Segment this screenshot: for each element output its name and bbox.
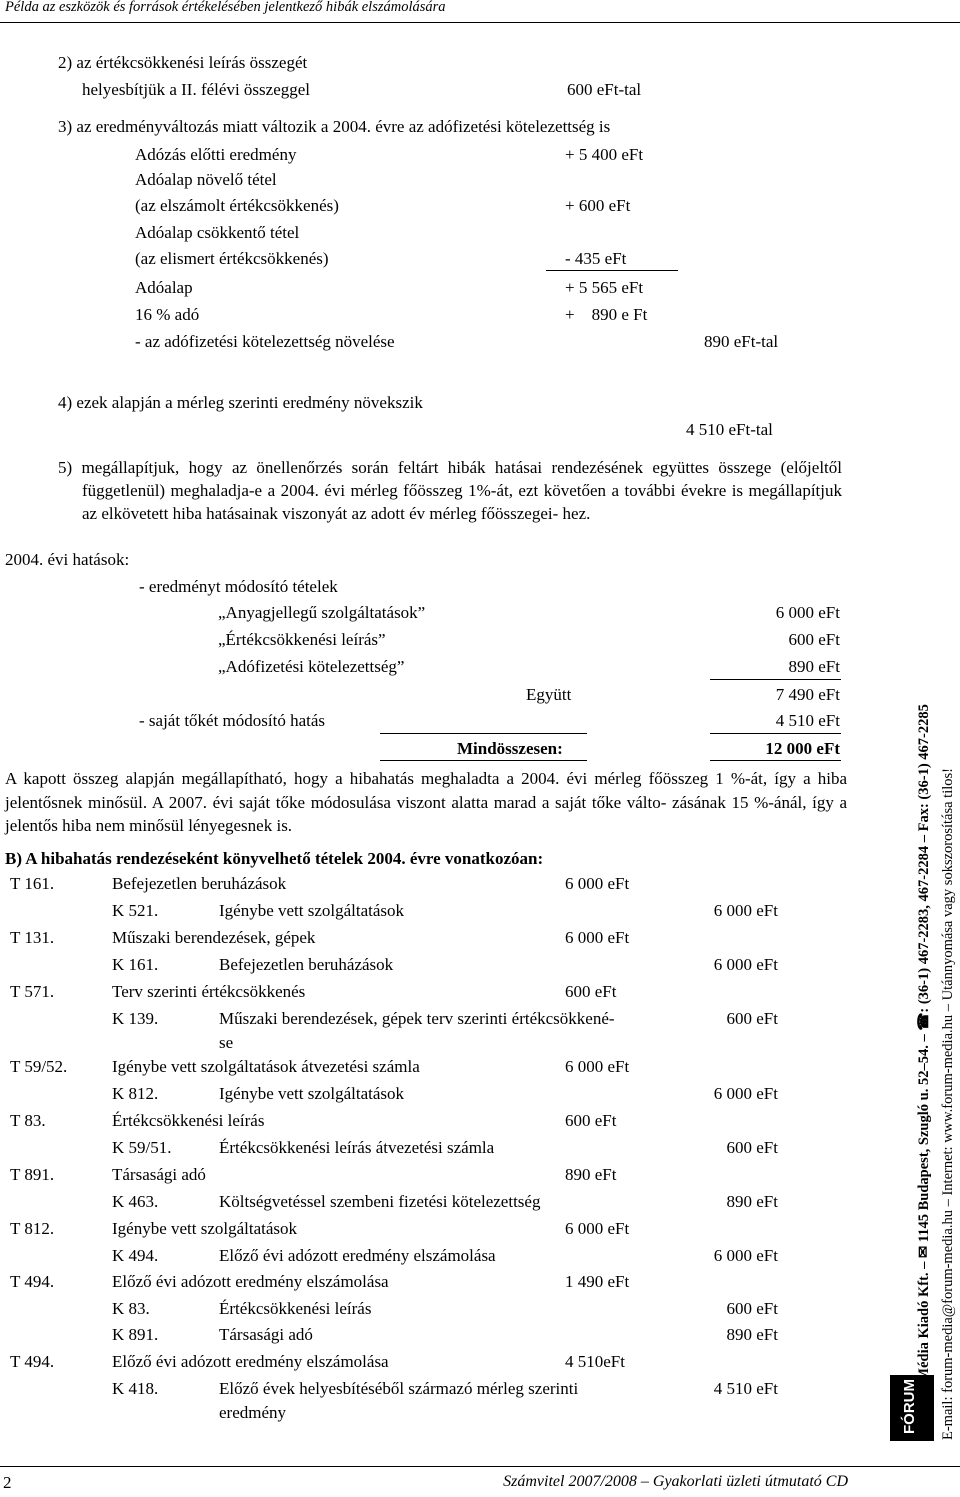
own-equity-value: 4 510 eFt — [775, 711, 840, 730]
ledger-credit-code: K 463. — [112, 1192, 159, 1211]
item-4-value: 4 510 eFt-tal — [686, 420, 773, 439]
effects-title: 2004. évi hatások: — [5, 550, 130, 569]
grand-total-value: 12 000 eFt — [765, 739, 840, 758]
calc-subtotal-rule — [546, 270, 678, 271]
ledger-credit-value: 600 eFt — [726, 1299, 778, 1318]
ledger-credit-desc: Befejezetlen beruházások — [219, 955, 394, 974]
calc-value-6: + 890 e Ft — [565, 305, 648, 324]
ledger-debit-desc: Igénybe vett szolgáltatások átvezetési számla — [112, 1057, 420, 1076]
ledger-credit-value: 4 510 eFt — [713, 1379, 778, 1398]
ledger-debit-value: 1 490 eFt — [565, 1272, 630, 1291]
ledger-credit-code: K 521. — [112, 901, 159, 920]
ledger-debit-code: T 59/52. — [10, 1057, 68, 1076]
effect-value-2: 890 eFt — [788, 657, 840, 676]
effects-rule-1 — [710, 679, 841, 680]
ledger-debit-value: 6 000 eFt — [565, 874, 630, 893]
ledger-debit-code: T 812. — [10, 1219, 55, 1238]
effect-label-2: „Adófizetési kötelezettség” — [218, 657, 405, 676]
ledger-credit-value: 600 eFt — [726, 1009, 778, 1028]
calc-label-7: - az adófizetési kötelezettség növelése — [135, 332, 395, 351]
ledger-credit-value: 6 000 eFt — [713, 1246, 778, 1265]
ledger-debit-value: 4 510eFt — [565, 1352, 625, 1371]
own-equity-label: - saját tőkét módosító hatás — [139, 711, 326, 730]
item-2-value: 600 eFt-tal — [567, 80, 642, 99]
effects-rule-2a — [380, 733, 587, 734]
calc-label-5: Adóalap — [135, 278, 193, 297]
effect-value-1: 600 eFt — [788, 630, 840, 649]
ledger-debit-desc: Befejezetlen beruházások — [112, 874, 287, 893]
conclusion-paragraph: A kapott összeg alapján megállapítható, hogy a hibahatás meghaladta a 2004. évi mérleg főösszeg 1 %-át, így a hiba jelentősnek minősül. A 2007. évi saját tőke módosulása viszont alatta marad a saját tőke válto- zásának 15 %-ánál, így a jelentős hiba nem minősül lényegesnek is. — [5, 769, 847, 835]
calc-label-3: Adóalap csökkentő tétel — [135, 223, 300, 242]
ledger-credit-desc: Igénybe vett szolgáltatások — [219, 901, 405, 920]
footer-title: Számvitel 2007/2008 – Gyakorlati üzleti útmutató CD — [503, 1473, 848, 1490]
ledger-credit-value: 6 000 eFt — [713, 901, 778, 920]
ledger-debit-desc: Előző évi adózott eredmény elszámolása — [112, 1352, 389, 1371]
calc-value-5: + 5 565 eFt — [565, 278, 644, 297]
page-header: Példa az eszközök és források értékelésében jelentkező hibák elszámolására — [5, 0, 446, 15]
ledger-credit-desc: Igénybe vett szolgáltatások — [219, 1084, 405, 1103]
ledger-credit-code: K 139. — [112, 1009, 159, 1028]
calc-label-6: 16 % adó — [135, 305, 200, 324]
ledger-credit-code: K 494. — [112, 1246, 159, 1265]
ledger-debit-code: T 494. — [10, 1272, 55, 1291]
calc-value-2: + 600 eFt — [565, 196, 631, 215]
ledger-credit-desc-cont: eredmény — [219, 1403, 287, 1422]
ledger-credit-desc-cont: se — [219, 1033, 234, 1052]
together-value: 7 490 eFt — [775, 685, 840, 704]
ledger-debit-value: 6 000 eFt — [565, 1219, 630, 1238]
header-rule — [0, 22, 960, 23]
ledger-credit-value: 890 eFt — [726, 1192, 778, 1211]
calc-label-0: Adózás előtti eredmény — [135, 145, 297, 164]
item-3: 3) az eredményváltozás miatt változik a 2004. évre az adófizetési kötelezettség is — [58, 117, 611, 136]
calc-label-1: Adóalap növelő tétel — [135, 170, 277, 189]
ledger-debit-code: T 161. — [10, 874, 55, 893]
ledger-credit-value: 6 000 eFt — [713, 955, 778, 974]
ledger-debit-desc: Előző évi adózott eredmény elszámolása — [112, 1272, 389, 1291]
item-5-text: 5) megállapítjuk, hogy az önellenőrzés során feltárt hibák hatásai rendezésének együttes összege (előjeltől függetlenül) meghaladja-e a 2004. évi mérleg főösszeg 1%-át, ezt követően a további évekre is megállapítjuk az elkövetett hiba hatásainak viszonyát az adott év mérleg főösszegei- hez. — [58, 458, 842, 523]
ledger-debit-code: T 131. — [10, 928, 55, 947]
calc-value-0: + 5 400 eFt — [565, 145, 644, 164]
ledger-credit-desc: Költségvetéssel szembeni fizetési kötelezettség — [219, 1192, 541, 1211]
ledger-credit-code: K 59/51. — [112, 1138, 172, 1157]
ledger-debit-value: 6 000 eFt — [565, 928, 630, 947]
effects-rule-3a — [380, 760, 587, 761]
item-2-line1: 2) az értékcsökkenési leírás összegét — [58, 53, 308, 72]
together-label: Együtt — [526, 685, 572, 704]
effects-rule-3b — [710, 760, 841, 761]
ledger-credit-value: 890 eFt — [726, 1325, 778, 1344]
ledger-credit-code: K 812. — [112, 1084, 159, 1103]
ledger-credit-code: K 83. — [112, 1299, 150, 1318]
calc-label-4: (az elismert értékcsökkenés) — [135, 249, 329, 268]
ledger-credit-desc: Műszaki berendezések, gépek terv szerinti értékcsökkené- — [219, 1009, 615, 1028]
ledger-credit-desc: Értékcsökkenési leírás — [219, 1299, 372, 1318]
ledger-credit-value: 6 000 eFt — [713, 1084, 778, 1103]
ledger-debit-desc: Értékcsökkenési leírás — [112, 1111, 265, 1130]
effect-value-0: 6 000 eFt — [775, 603, 840, 622]
calc-value-4: - 435 eFt — [565, 249, 627, 268]
sidebar-line-1: FÓRUM Média Kiadó Kft. – ✉ 1145 Budapest, Szugló u. 52–54. – ☎: (36-1) 467-2283, 467-2284 – Fax: (36-1) 467-2285 — [916, 704, 932, 1440]
ledger-credit-code: K 161. — [112, 955, 159, 974]
ledger-debit-code: T 494. — [10, 1352, 55, 1371]
grand-total-label: Mindösszesen: — [457, 739, 563, 758]
page-number: 2 — [3, 1473, 12, 1492]
ledger-credit-code: K 418. — [112, 1379, 159, 1398]
ledger-debit-desc: Műszaki berendezések, gépek — [112, 928, 316, 947]
ledger-debit-code: T 571. — [10, 982, 55, 1001]
calc-label-2: (az elszámolt értékcsökkenés) — [135, 196, 339, 215]
item-4: 4) ezek alapján a mérleg szerinti eredmény növekszik — [58, 393, 423, 412]
ledger-debit-desc: Terv szerinti értékcsökkenés — [112, 982, 306, 1001]
effect-label-0: „Anyagjellegű szolgáltatások” — [218, 603, 426, 622]
ledger-debit-value: 6 000 eFt — [565, 1057, 630, 1076]
ledger-credit-desc: Értékcsökkenési leírás átvezetési számla — [219, 1138, 495, 1157]
ledger-debit-code: T 891. — [10, 1165, 55, 1184]
ledger-debit-code: T 83. — [10, 1111, 46, 1130]
ledger-credit-code: K 891. — [112, 1325, 159, 1344]
ledger-debit-value: 600 eFt — [565, 1111, 617, 1130]
ledger-debit-value: 890 eFt — [565, 1165, 617, 1184]
footer-rule — [0, 1466, 960, 1467]
section-b-title: B) A hibahatás rendezéseként könyvelhető tételek 2004. évre vonatkozóan: — [5, 849, 544, 868]
ledger-debit-desc: Igénybe vett szolgáltatások — [112, 1219, 298, 1238]
effects-sub1: - eredményt módosító tételek — [139, 577, 338, 596]
sidebar-line-2: E-mail: forum-media@forum-media.hu – Internet: www.forum-media.hu – Utánnyomása vagy sokszorosítása tilos! — [940, 768, 956, 1440]
item-5 — [58, 456, 842, 525]
item-2-line2: helyesbítjük a II. félévi összeggel — [82, 80, 311, 99]
ledger-credit-desc: Előző évek helyesbítéséből származó mérleg szerinti — [219, 1379, 579, 1398]
publisher-sidebar — [912, 40, 960, 1440]
item-3-value: 890 eFt-tal — [704, 332, 779, 351]
ledger-debit-desc: Társasági adó — [112, 1165, 206, 1184]
ledger-credit-desc: Előző évi adózott eredmény elszámolása — [219, 1246, 496, 1265]
ledger-debit-value: 600 eFt — [565, 982, 617, 1001]
forum-logo: FÓRUM — [890, 1375, 934, 1441]
ledger-credit-desc: Társasági adó — [219, 1325, 313, 1344]
effects-rule-2b — [710, 733, 841, 734]
effect-label-1: „Értékcsökkenési leírás” — [218, 630, 386, 649]
ledger-credit-value: 600 eFt — [726, 1138, 778, 1157]
